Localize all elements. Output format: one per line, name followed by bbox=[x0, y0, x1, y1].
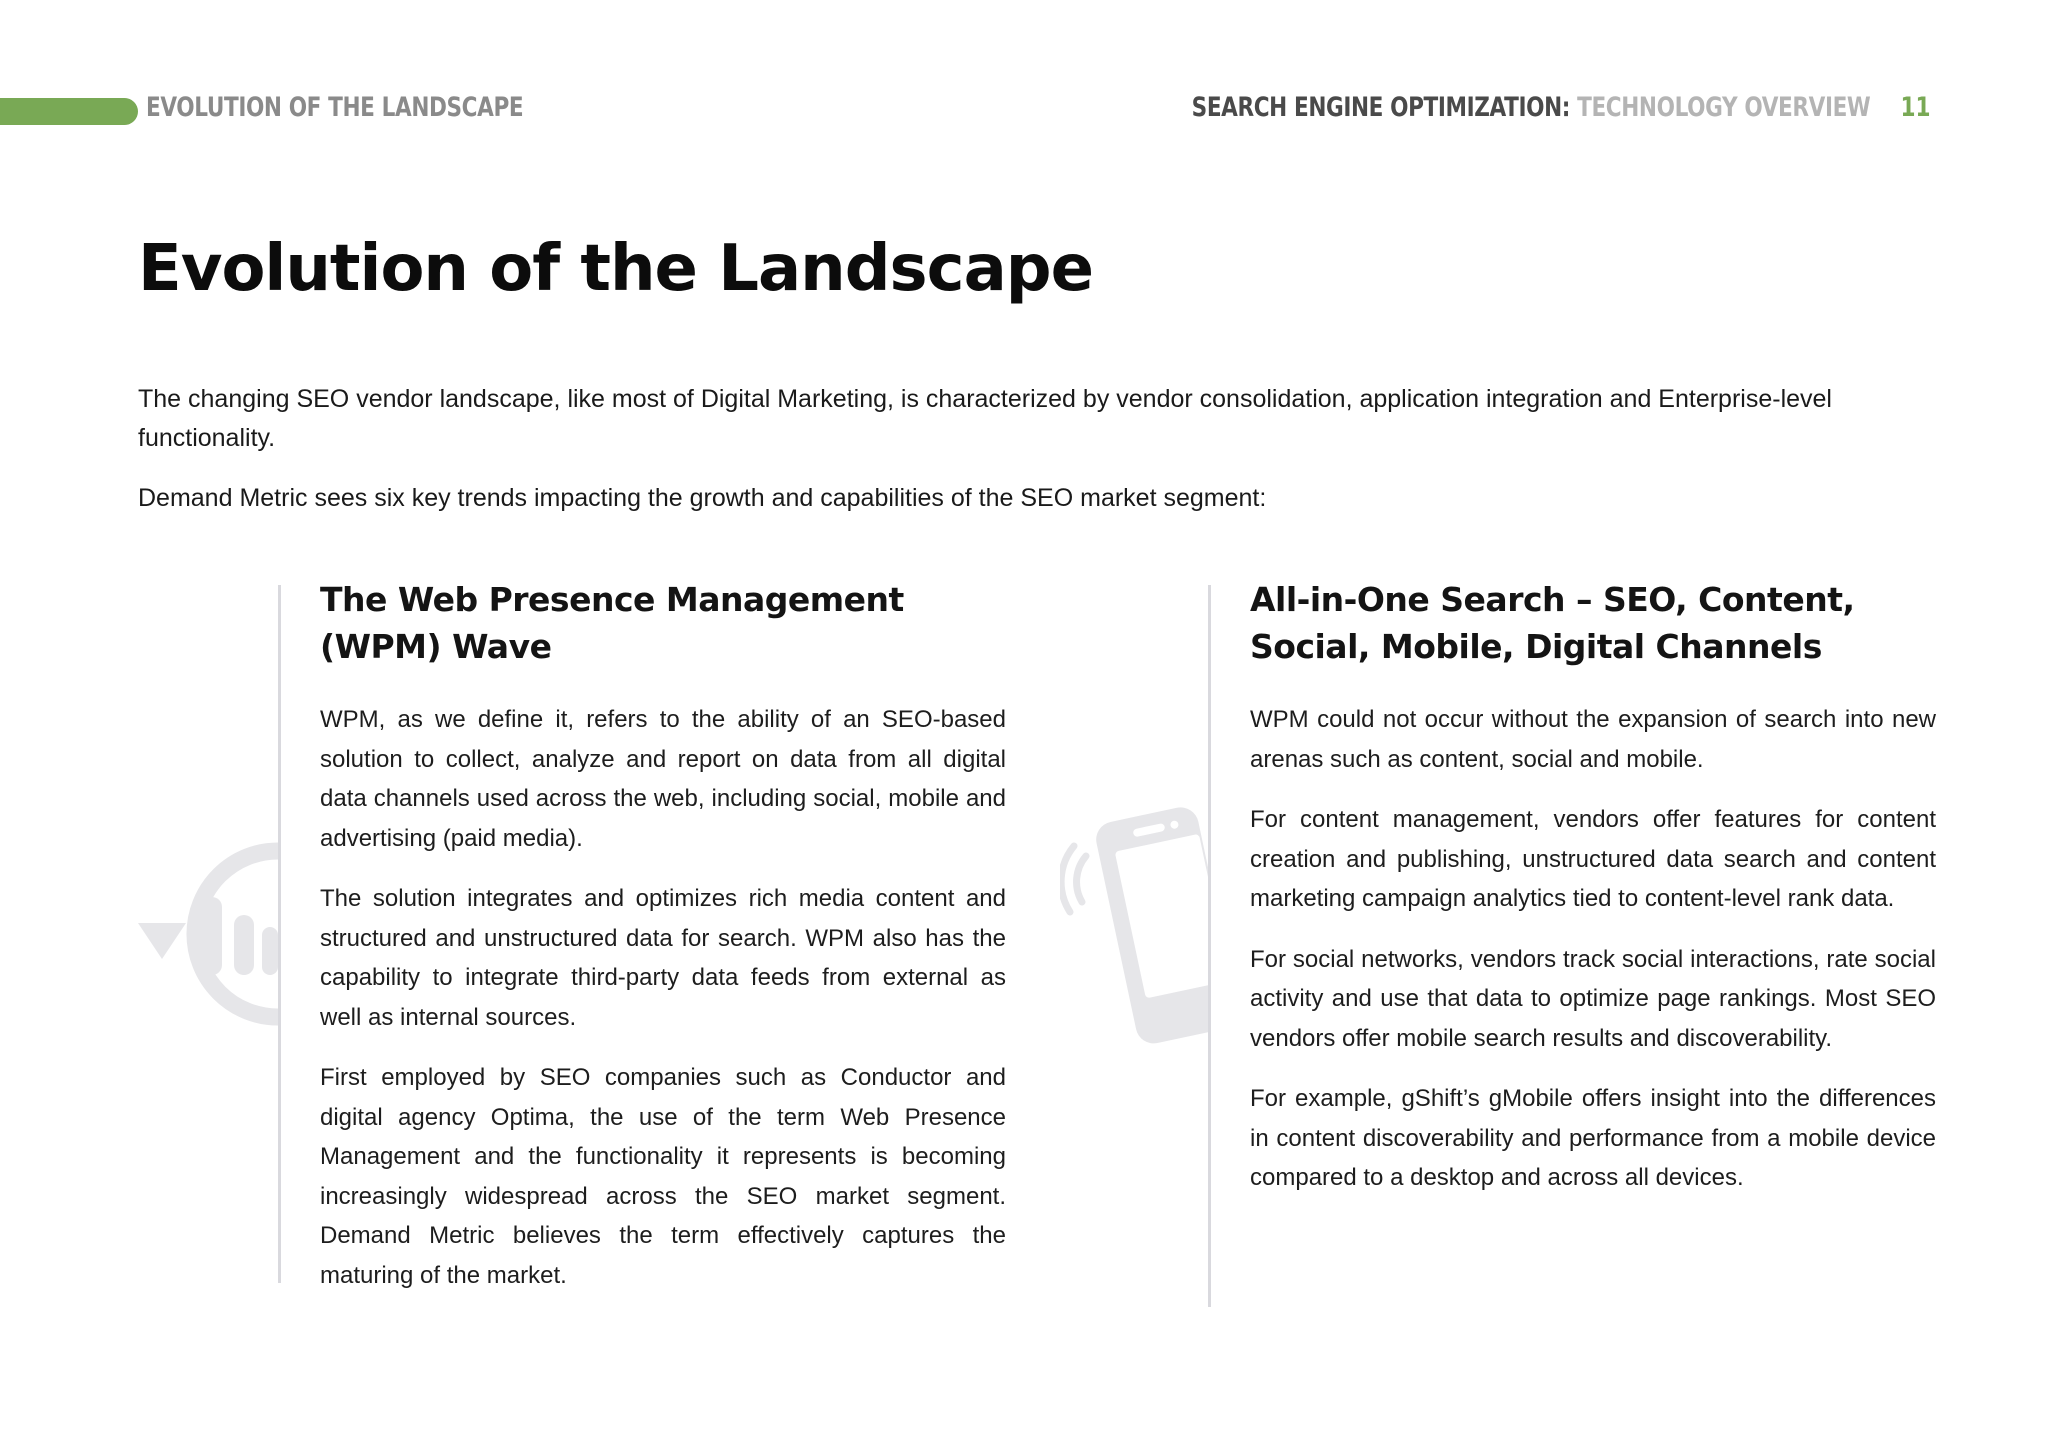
intro-paragraph-1: The changing SEO vendor landscape, like most of Digital Marketing, is characterized by vendor consolidation, application integration and Enterprise-level functionality. bbox=[138, 385, 1832, 452]
left-column bbox=[320, 576, 1006, 1316]
header-section-label: EVOLUTION OF THE LANDSCAPE bbox=[146, 92, 524, 123]
left-heading-line-2: (WPM) Wave bbox=[320, 627, 552, 666]
left-column-rule bbox=[278, 585, 281, 1283]
header-title-light: TECHNOLOGY OVERVIEW bbox=[1576, 92, 1870, 123]
right-paragraph-1: WPM could not occur without the expansion of search into new arenas such as content, social and mobile. bbox=[1250, 706, 1936, 773]
mobile-phone-icon bbox=[1060, 800, 1208, 1050]
intro-paragraph-2: Demand Metric sees six key trends impacting the growth and capabilities of the SEO market segment: bbox=[138, 484, 1267, 512]
right-column-rule bbox=[1208, 585, 1211, 1307]
left-heading-line-1: The Web Presence Management bbox=[320, 580, 904, 619]
right-paragraph-2: For content management, vendors offer features for content creation and publishing, unstructured data search and content marketing campaign analytics tied to content-level rank data. bbox=[1250, 806, 1936, 912]
page-title: Evolution of the Landscape bbox=[138, 232, 1093, 306]
right-column-heading bbox=[1250, 576, 1936, 670]
analytics-refresh-icon bbox=[138, 835, 278, 1035]
left-paragraph-3: First employed by SEO companies such as Conductor and digital agency Optima, the use of the term Web Presence Management and the functionality it represents is becoming increasingly widespread across the SEO market segment. Demand Metric believes the term effectively captures the maturing of the market. bbox=[320, 1064, 1006, 1289]
left-paragraph-1: WPM, as we define it, refers to the ability of an SEO-based solution to collect, analyze and report on data from all digital data channels used across the web, including social, mobile and advertising (paid media). bbox=[320, 706, 1006, 852]
right-paragraph-3: For social networks, vendors track social interactions, rate social activity and use that data to optimize page rankings. Most SEO vendors offer mobile search results and discoverability. bbox=[1250, 945, 1936, 1052]
right-heading-line-2: Social, Mobile, Digital Channels bbox=[1250, 627, 1822, 666]
left-paragraph-2: The solution integrates and optimizes rich media content and structured and unstructured data for search. WPM also has the capability to integrate third-party data feeds from external as well as internal sources. bbox=[320, 885, 1006, 1031]
right-heading-line-1: All-in-One Search – SEO, Content, bbox=[1250, 580, 1855, 619]
left-column-heading bbox=[320, 576, 1006, 670]
header-title-bold: SEARCH ENGINE OPTIMIZATION: bbox=[1191, 92, 1570, 123]
header-accent-bar bbox=[0, 98, 138, 125]
header-document-title bbox=[1191, 92, 1870, 123]
right-column bbox=[1250, 576, 1936, 1219]
page-number: 11 bbox=[1900, 92, 1931, 123]
right-paragraph-4: For example, gShift’s gMobile offers insight into the differences in content discoverability and performance from a mobile device compared to a desktop and across all devices. bbox=[1250, 1085, 1936, 1191]
